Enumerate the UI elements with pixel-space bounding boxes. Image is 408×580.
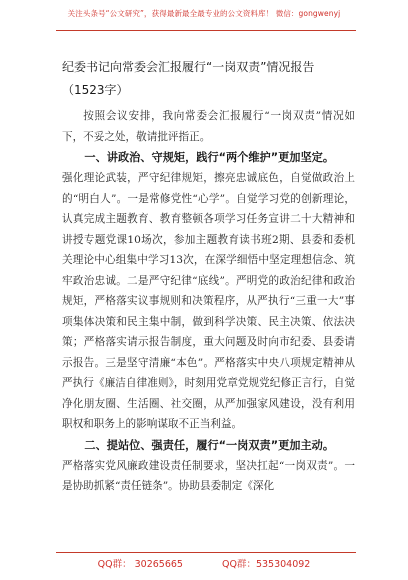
footer-qq-group-2: QQ群：535304092 [222,559,311,570]
section-1-body: 强化理论武装，严守纪律规矩，擦亮忠诚底色，自觉做政治上的“明白人”。一是常修党性“心学”。自觉学习党的创新理论，认真完成主题教育、教育整顿各项学习任务宣讲二十大精神和讲授专题党课10场次，参加主题教育读书班2期、县委和委机关理论中心组集中学习13次，在深学细悟中坚定理想信念、筑牢政治忠诚。二是严守纪律“底线”。严明党的政治纪律和政治规矩，严格落实议事规则和决策程序，从严执行“三重一大”事项集体决策和民主集中制，做到科学决策、民主决策、依法决策；严格落实请示报告制度，重大问题及时向市纪委、县委请示报告。三是坚守清廉“本色”。严格落实中央八项规定精神从严执行《廉洁自律准则》，时刻用党章党规党纪修正言行，自觉净化朋友圈、生活圈、社交圈，从严加强家风建设，没有利用职权和职务上的影响谋取不正当利益。 [62,172,355,430]
footer [0,556,408,570]
section-2-heading: 二、提站位、强责任，履行“一岗双责”更加主动。 [84,438,335,452]
section-2-body: 严格落实党风廉政建设责任制要求，坚决扛起“一岗双责”。一是协助抓紧“责任链条”。协助县委制定《深化 [62,459,355,492]
section-1-heading: 一、讲政治、守规矩，践行“两个维护”更加坚定。 [84,151,335,164]
header-rule [56,30,356,31]
document-title: 纪委书记向常委会汇报履行“一岗双责”情况报告（1523字） [62,60,315,97]
footer-qq-group-1: QQ群： 30265665 [97,559,183,570]
footer-rule [56,552,356,553]
document-page [62,56,355,497]
header-banner: 关注头条号“公文研究”，获得最新最全最专业的公文资料库！ 微信：gongwenyj [67,9,341,18]
intro-paragraph: 按照会议安排，我向常委会汇报履行“一岗双责”情况如下，不妥之处，敬请批评指正。 [62,110,355,143]
